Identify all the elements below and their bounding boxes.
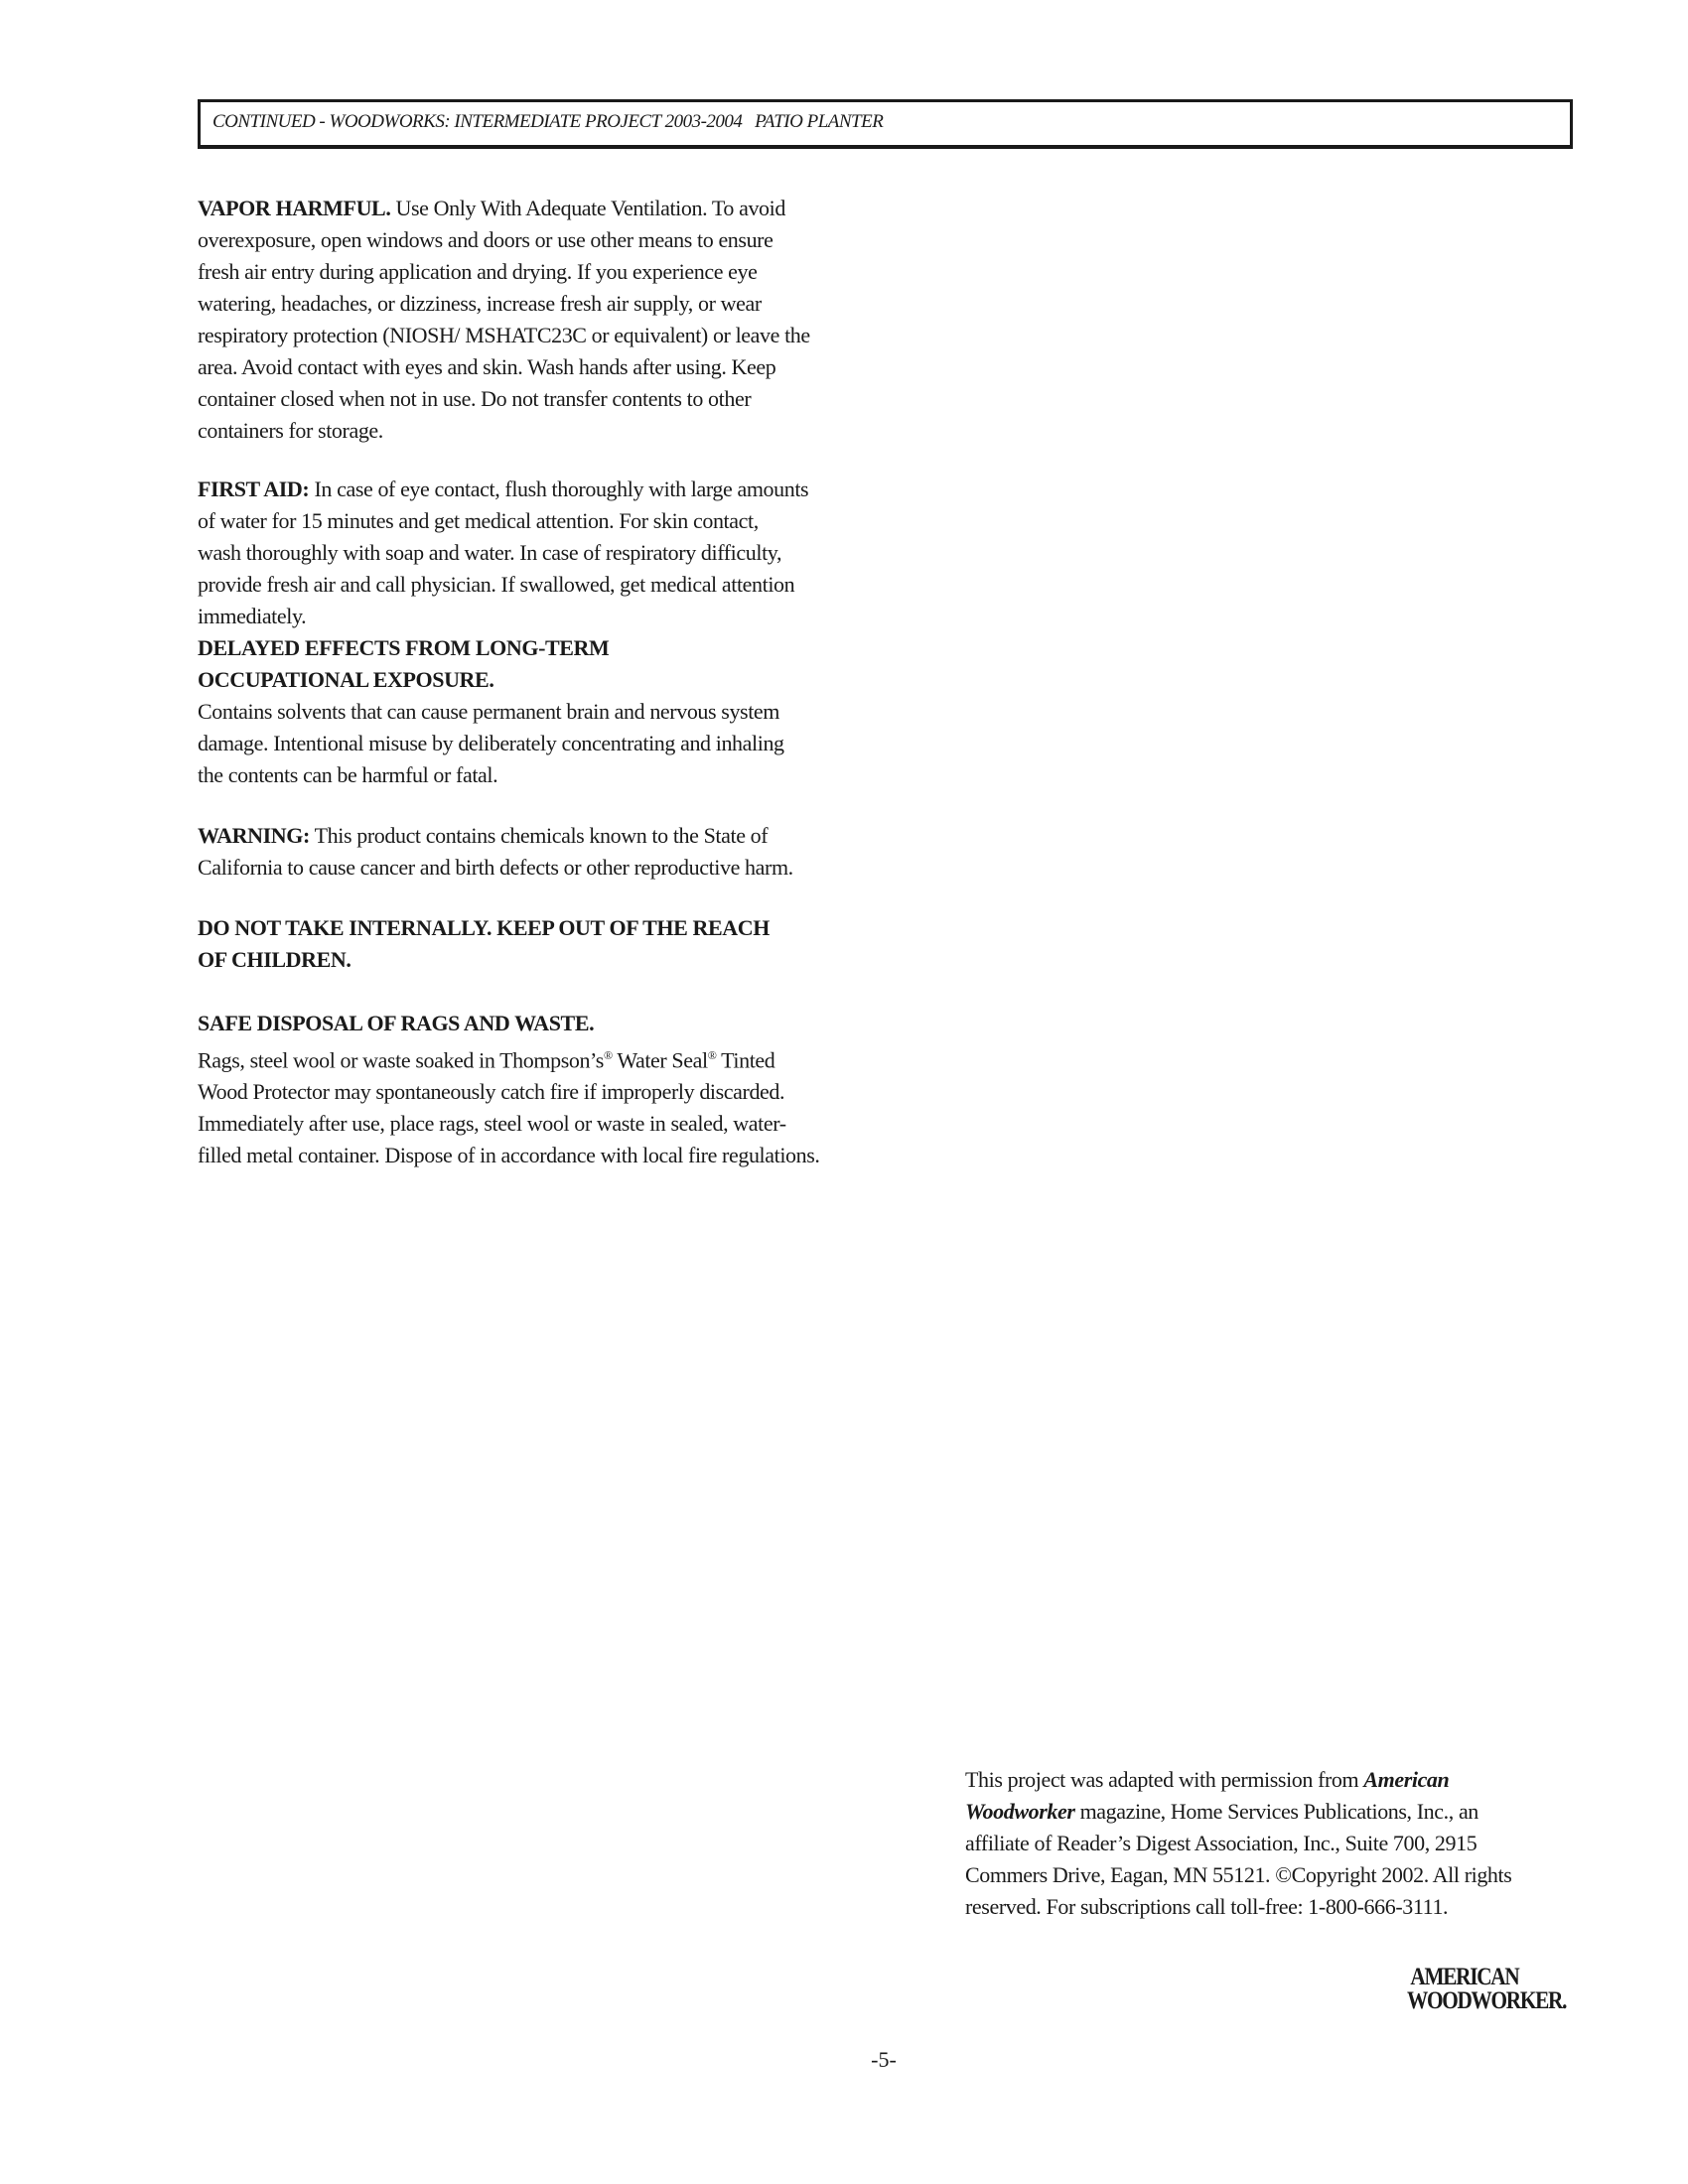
vapor-heading: VAPOR HARMFUL.	[198, 196, 391, 220]
text-line: respiratory protection (NIOSH/ MSHATC23C or equivalent) or leave the	[198, 323, 810, 347]
do-not-take-section	[198, 912, 1071, 976]
text-line: Tinted	[716, 1047, 775, 1073]
text-line: affiliate of Reader’s Digest Association, Inc., Suite 700, 2915	[965, 1831, 1477, 1855]
text-line: Immediately after use, place rags, steel wool or waste in sealed, water-	[198, 1111, 786, 1137]
text-line: wash thoroughly with soap and water. In case of respiratory difficulty,	[198, 540, 782, 565]
text-line: damage. Intentional misuse by deliberately concentrating and inhaling	[198, 731, 784, 755]
text-line: of water for 15 minutes and get medical attention. For skin contact,	[198, 508, 759, 533]
text-line: container closed when not in use. Do not transfer contents to other	[198, 386, 752, 411]
warning-heading: WARNING:	[198, 823, 310, 848]
delayed-heading: DELAYED EFFECTS FROM LONG-TERM	[198, 635, 610, 660]
text-line: Contains solvents that can cause permanent brain and nervous system	[198, 699, 779, 724]
text-line: overexposure, open windows and doors or use other means to ensure	[198, 227, 774, 252]
text-line: area. Avoid contact with eyes and skin. Wash hands after using. Keep	[198, 354, 776, 379]
vapor-harmful-section	[198, 193, 1071, 447]
text-line: provide fresh air and call physician. If swallowed, get medical attention	[198, 572, 795, 597]
first-aid-heading: FIRST AID:	[198, 477, 310, 501]
text-line: watering, headaches, or dizziness, increase fresh air supply, or wear	[198, 291, 762, 316]
text-line: This project was adapted with permission from	[965, 1767, 1364, 1792]
registered-mark: ®	[603, 1048, 613, 1062]
text-line: Commers Drive, Eagan, MN 55121. ©Copyright 2002. All rights	[965, 1862, 1512, 1887]
american-woodworker-logo	[1407, 1964, 1567, 2014]
text-line: Rags, steel wool or waste soaked in Thompson’s	[198, 1047, 604, 1073]
running-header	[198, 99, 1573, 149]
disposal-heading: SAFE DISPOSAL OF RAGS AND WASTE.	[198, 1011, 595, 1035]
registered-mark: ®	[707, 1048, 717, 1062]
text-line: Use Only With Adequate Ventilation. To avoid	[390, 196, 785, 220]
first-aid-section	[198, 474, 1071, 791]
text-line: reserved. For subscriptions call toll-free: 1-800-666-3111.	[965, 1894, 1449, 1919]
logo-line: WOODWORKER.	[1407, 1987, 1567, 2014]
logo-line: AMERICAN	[1410, 1964, 1519, 1990]
text-line: fresh air entry during application and drying. If you experience eye	[198, 259, 758, 284]
text-line: filled metal container. Dispose of in accordance with local fire regulations.	[198, 1143, 820, 1168]
text-line: containers for storage.	[198, 418, 383, 443]
text-line: In case of eye contact, flush thoroughly with large amounts	[309, 477, 809, 501]
text-line: DO NOT TAKE INTERNALLY. KEEP OUT OF THE REACH	[198, 915, 770, 940]
delayed-heading: OCCUPATIONAL EXPOSURE.	[198, 667, 494, 692]
magazine-name: Woodworker	[965, 1799, 1075, 1824]
credit-note	[965, 1764, 1601, 1923]
text-line: Water Seal	[612, 1047, 708, 1073]
page-number: -5-	[871, 2047, 897, 2072]
text-line: This product contains chemicals known to the State of	[309, 823, 769, 848]
text-line: magazine, Home Services Publications, Inc., an	[1074, 1799, 1478, 1824]
text-line: California to cause cancer and birth defects or other reproductive harm.	[198, 855, 793, 880]
text-line: OF CHILDREN.	[198, 947, 352, 972]
safe-disposal-section	[198, 1008, 1071, 1171]
warning-section	[198, 820, 1071, 884]
text-line: immediately.	[198, 604, 307, 628]
running-header-title: CONTINUED - WOODWORKS: INTERMEDIATE PROJECT 2003-2004 PATIO PLANTER	[212, 111, 884, 132]
magazine-name: American	[1363, 1767, 1450, 1792]
text-line: Wood Protector may spontaneously catch fire if improperly discarded.	[198, 1079, 785, 1105]
text-line: the contents can be harmful or fatal.	[198, 762, 498, 787]
